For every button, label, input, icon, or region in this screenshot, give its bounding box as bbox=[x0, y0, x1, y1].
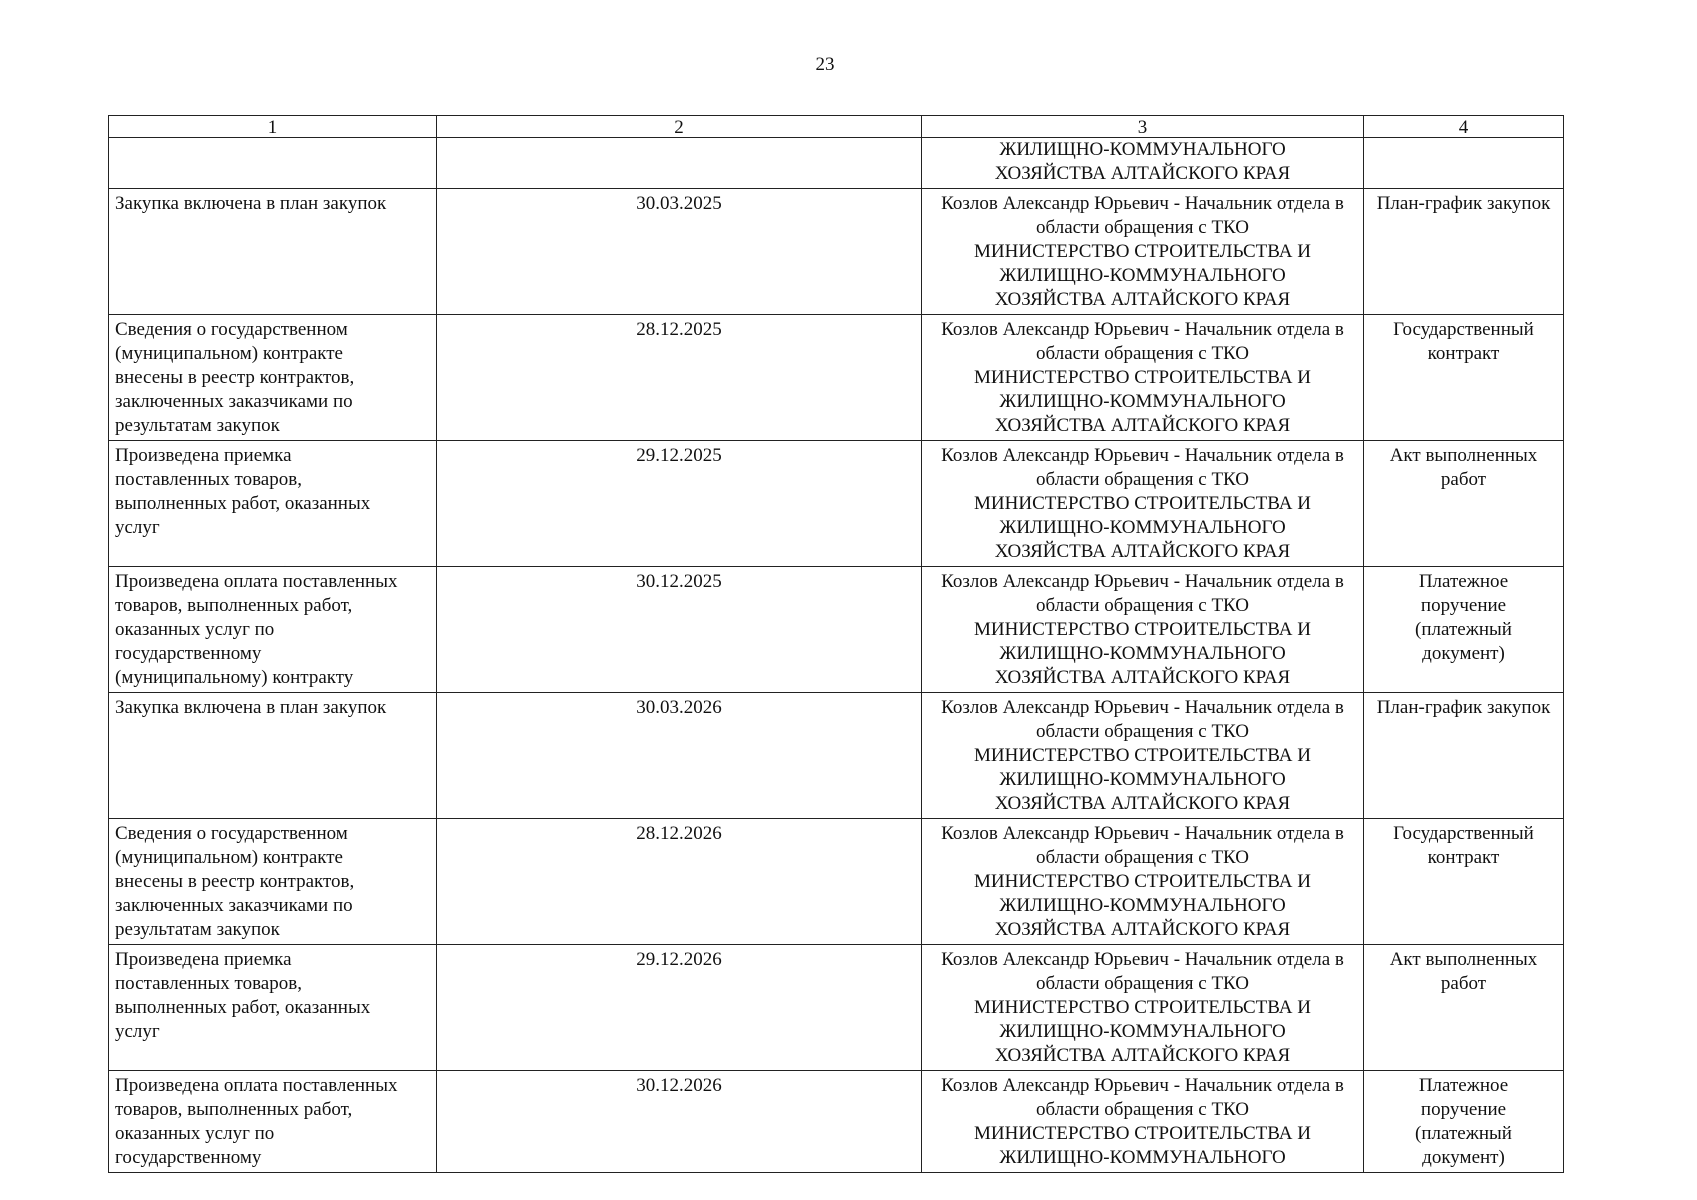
date-cell: 28.12.2025 bbox=[437, 315, 922, 441]
column-header-2: 2 bbox=[437, 116, 922, 138]
event-cell: Закупка включена в план закупок bbox=[109, 189, 437, 315]
document-cell: План-график закупок bbox=[1364, 693, 1564, 819]
table-row bbox=[109, 819, 1564, 945]
date-cell: 29.12.2026 bbox=[437, 945, 922, 1071]
responsible-cell: Козлов Александр Юрьевич - Начальник отдела в области обращения с ТКО МИНИСТЕРСТВО СТРОИТЕЛЬСТВА И ЖИЛИЩНО-КОММУНАЛЬНОГО ХОЗЯЙСТВА АЛТАЙСКОГО КРАЯ bbox=[922, 315, 1364, 441]
document-cell: Платежное поручение (платежный документ) bbox=[1364, 1071, 1564, 1173]
table-row-continuation bbox=[109, 138, 1564, 189]
document-cell: Государственный контракт bbox=[1364, 819, 1564, 945]
event-cell: Закупка включена в план закупок bbox=[109, 693, 437, 819]
column-header-3: 3 bbox=[922, 116, 1364, 138]
date-cell: 30.03.2025 bbox=[437, 189, 922, 315]
column-header-4: 4 bbox=[1364, 116, 1564, 138]
date-cell bbox=[437, 138, 922, 189]
responsible-cell: Козлов Александр Юрьевич - Начальник отдела в области обращения с ТКО МИНИСТЕРСТВО СТРОИТЕЛЬСТВА И ЖИЛИЩНО-КОММУНАЛЬНОГО ХОЗЯЙСТВА АЛТАЙСКОГО КРАЯ bbox=[922, 567, 1364, 693]
responsible-cell: Козлов Александр Юрьевич - Начальник отдела в области обращения с ТКО МИНИСТЕРСТВО СТРОИТЕЛЬСТВА И ЖИЛИЩНО-КОММУНАЛЬНОГО ХОЗЯЙСТВА АЛТАЙСКОГО КРАЯ bbox=[922, 189, 1364, 315]
table-row bbox=[109, 189, 1564, 315]
responsible-cell: Козлов Александр Юрьевич - Начальник отдела в области обращения с ТКО МИНИСТЕРСТВО СТРОИТЕЛЬСТВА И ЖИЛИЩНО-КОММУНАЛЬНОГО bbox=[922, 1071, 1364, 1173]
event-cell bbox=[109, 138, 437, 189]
responsible-cell: Козлов Александр Юрьевич - Начальник отдела в области обращения с ТКО МИНИСТЕРСТВО СТРОИТЕЛЬСТВА И ЖИЛИЩНО-КОММУНАЛЬНОГО ХОЗЯЙСТВА АЛТАЙСКОГО КРАЯ bbox=[922, 693, 1364, 819]
responsible-cell: Козлов Александр Юрьевич - Начальник отдела в области обращения с ТКО МИНИСТЕРСТВО СТРОИТЕЛЬСТВА И ЖИЛИЩНО-КОММУНАЛЬНОГО ХОЗЯЙСТВА АЛТАЙСКОГО КРАЯ bbox=[922, 819, 1364, 945]
document-cell: Государственный контракт bbox=[1364, 315, 1564, 441]
date-cell: 28.12.2026 bbox=[437, 819, 922, 945]
table-row bbox=[109, 441, 1564, 567]
event-cell: Произведена оплата поставленных товаров, выполненных работ, оказанных услуг по государственному bbox=[109, 1071, 437, 1173]
event-cell: Произведена приемка поставленных товаров, выполненных работ, оказанных услуг bbox=[109, 945, 437, 1071]
date-cell: 29.12.2025 bbox=[437, 441, 922, 567]
table-row bbox=[109, 567, 1564, 693]
table-row bbox=[109, 315, 1564, 441]
document-table bbox=[108, 115, 1564, 1173]
table-row bbox=[109, 945, 1564, 1071]
event-cell: Произведена оплата поставленных товаров, выполненных работ, оказанных услуг по государственному (муниципальному) контракту bbox=[109, 567, 437, 693]
column-header-1: 1 bbox=[109, 116, 437, 138]
table-row bbox=[109, 693, 1564, 819]
event-cell: Сведения о государственном (муниципальном) контракте внесены в реестр контрактов, заключенных заказчиками по результатам закупок bbox=[109, 315, 437, 441]
table-header-row bbox=[109, 116, 1564, 138]
event-cell: Произведена приемка поставленных товаров, выполненных работ, оказанных услуг bbox=[109, 441, 437, 567]
document-cell: Акт выполненных работ bbox=[1364, 441, 1564, 567]
document-cell: План-график закупок bbox=[1364, 189, 1564, 315]
date-cell: 30.03.2026 bbox=[437, 693, 922, 819]
document-cell: Платежное поручение (платежный документ) bbox=[1364, 567, 1564, 693]
page-number: 23 bbox=[815, 54, 835, 75]
event-cell: Сведения о государственном (муниципальном) контракте внесены в реестр контрактов, заключенных заказчиками по результатам закупок bbox=[109, 819, 437, 945]
document-cell: Акт выполненных работ bbox=[1364, 945, 1564, 1071]
table-row bbox=[109, 1071, 1564, 1173]
document-table-container bbox=[108, 115, 1563, 1173]
date-cell: 30.12.2025 bbox=[437, 567, 922, 693]
responsible-cell: Козлов Александр Юрьевич - Начальник отдела в области обращения с ТКО МИНИСТЕРСТВО СТРОИТЕЛЬСТВА И ЖИЛИЩНО-КОММУНАЛЬНОГО ХОЗЯЙСТВА АЛТАЙСКОГО КРАЯ bbox=[922, 945, 1364, 1071]
date-cell: 30.12.2026 bbox=[437, 1071, 922, 1173]
document-cell bbox=[1364, 138, 1564, 189]
responsible-cell: ЖИЛИЩНО-КОММУНАЛЬНОГО ХОЗЯЙСТВА АЛТАЙСКОГО КРАЯ bbox=[922, 138, 1364, 189]
responsible-cell: Козлов Александр Юрьевич - Начальник отдела в области обращения с ТКО МИНИСТЕРСТВО СТРОИТЕЛЬСТВА И ЖИЛИЩНО-КОММУНАЛЬНОГО ХОЗЯЙСТВА АЛТАЙСКОГО КРАЯ bbox=[922, 441, 1364, 567]
